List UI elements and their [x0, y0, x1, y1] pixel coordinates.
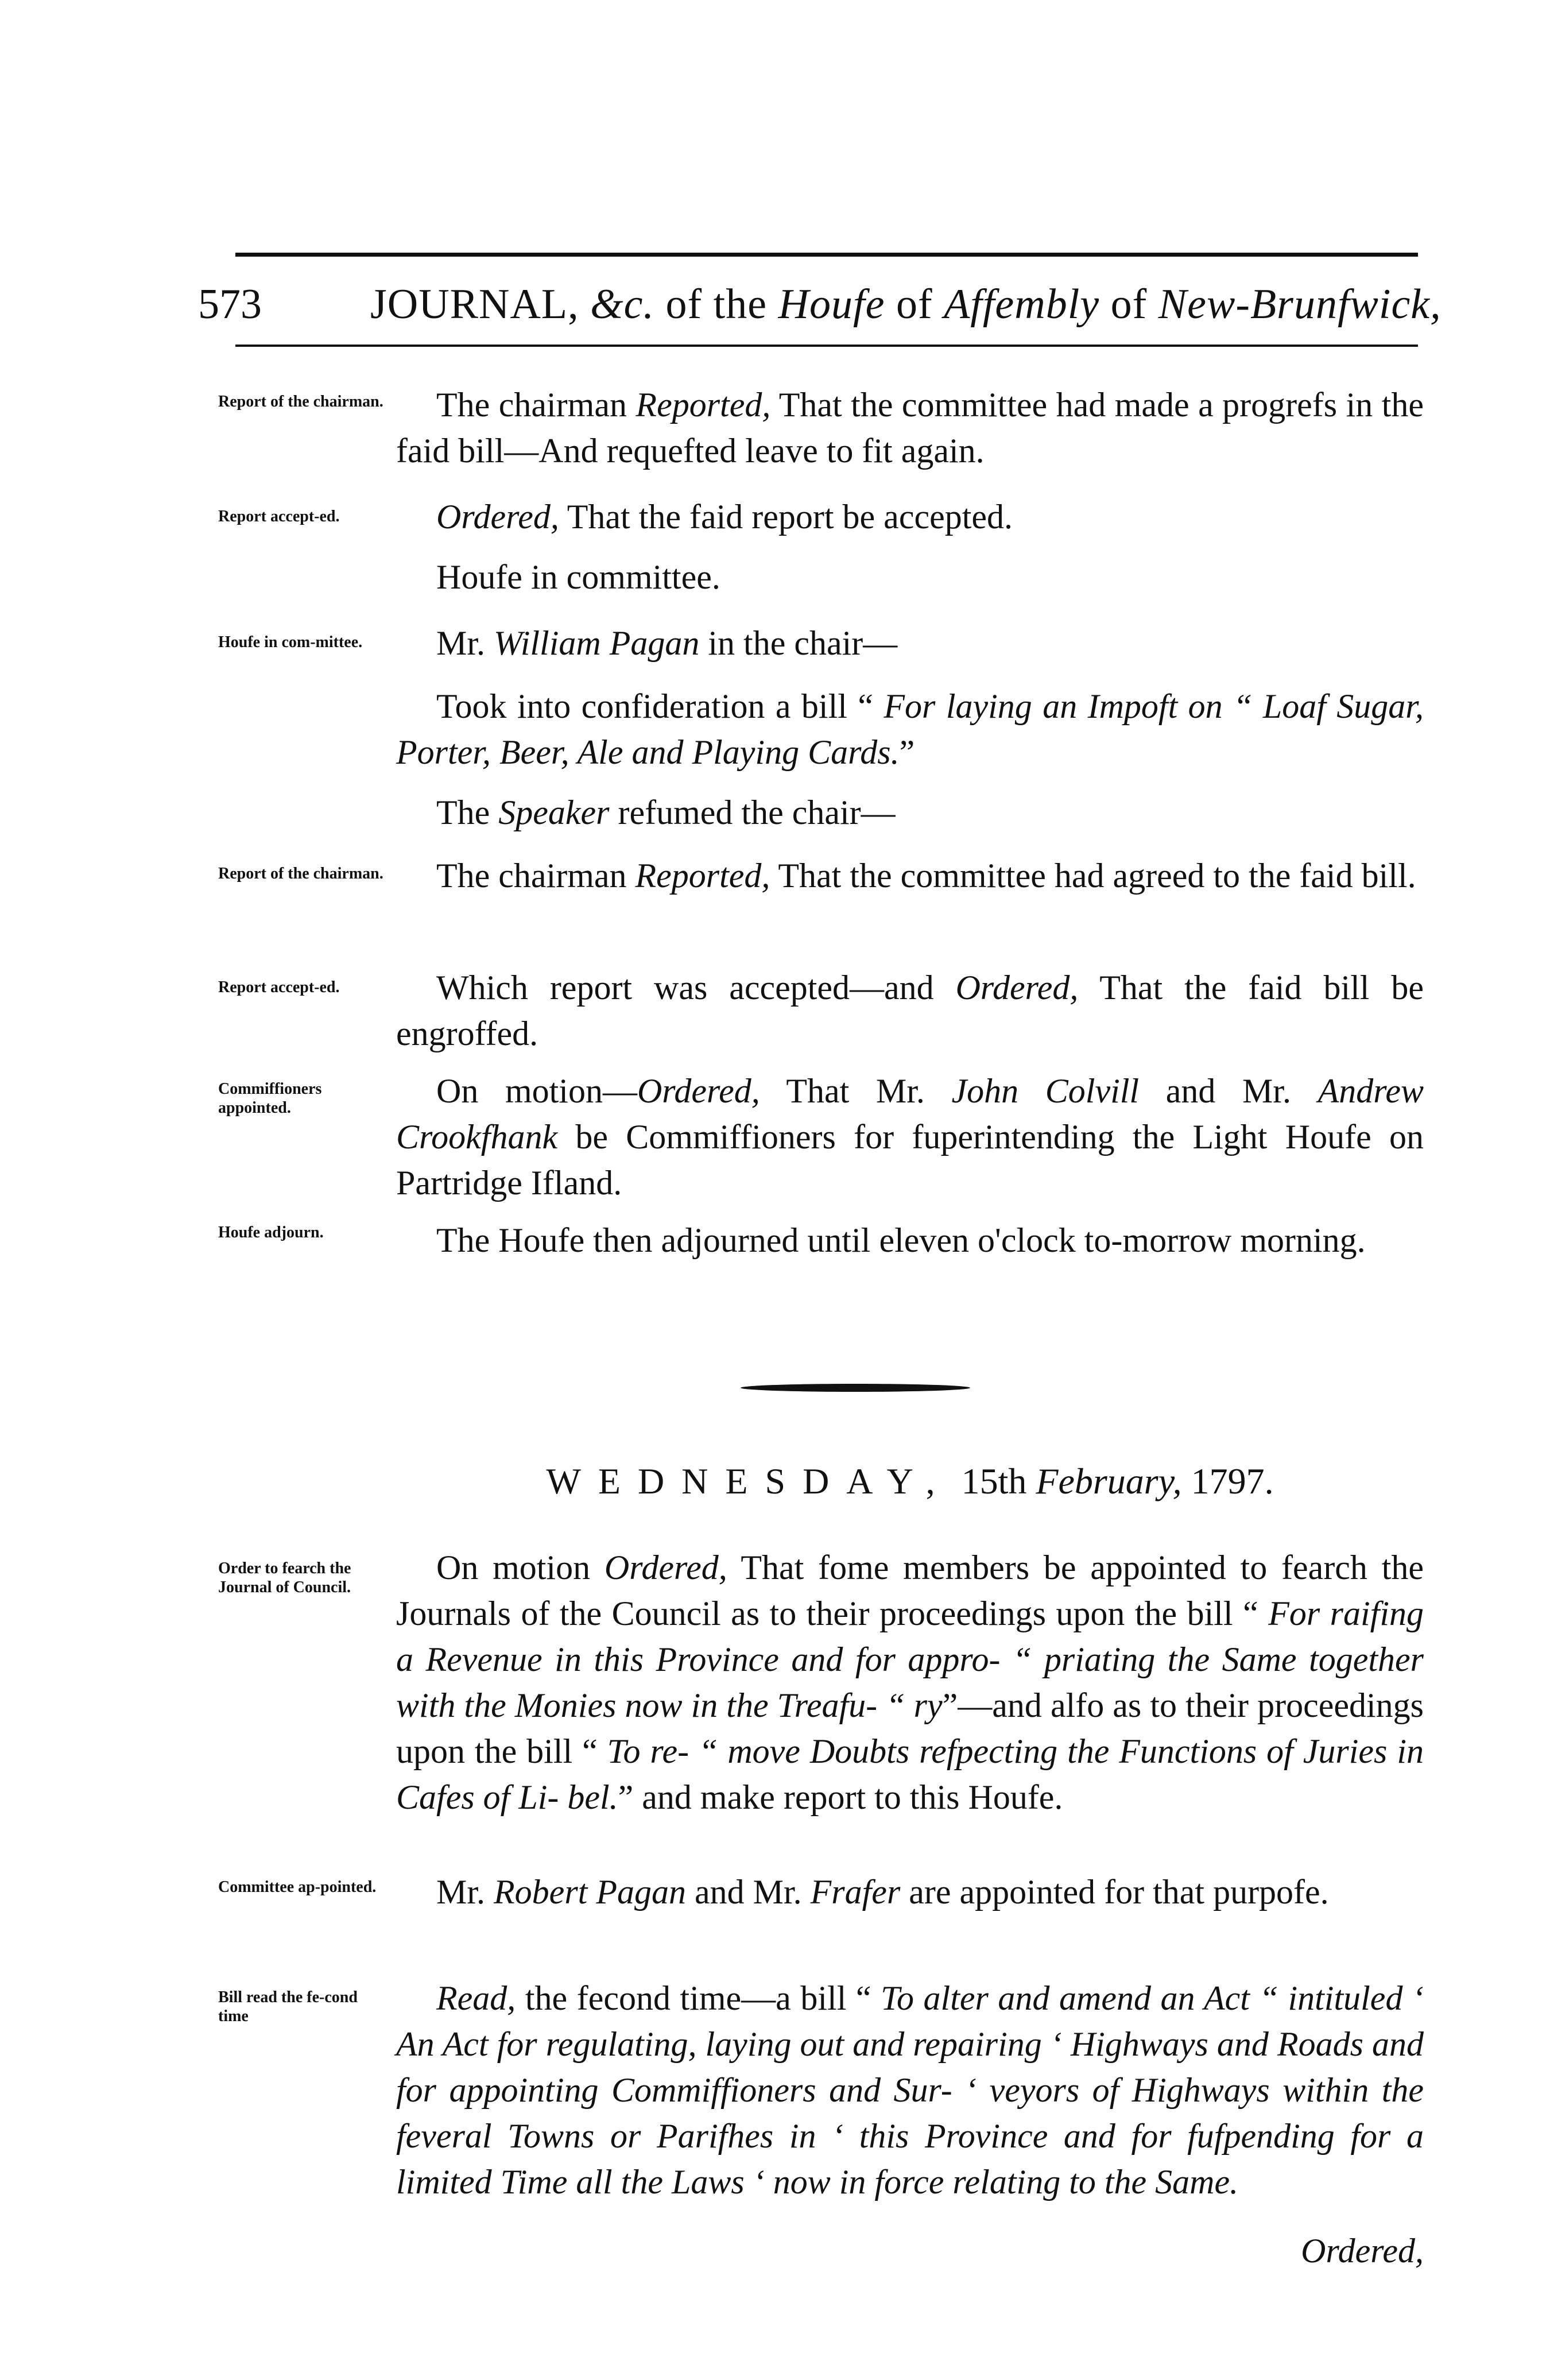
paragraph: The Houfe then adjourned until eleven o'clock to-morrow morning.: [436, 1221, 1366, 1259]
margin-note: Bill read the fe-cond time: [218, 1988, 358, 2025]
margin-note: Committee ap-pointed.: [218, 1878, 377, 1896]
header-top-rule: [235, 253, 1418, 257]
margin-note: Order to fearch the Journal of Council.: [218, 1559, 351, 1596]
margin-note: Report of the chairman.: [218, 865, 383, 883]
paragraph: On motion—Ordered, That Mr. John Colvill and Mr. Andrew Crookfhank be Commiffioners for fuperintending the Light Houfe on Partridge Ifland.: [396, 1072, 1424, 1202]
paragraph: Which report was accepted—and Ordered, That the faid bill be engroffed.: [396, 969, 1424, 1052]
catchword: Ordered,: [1301, 2232, 1424, 2270]
margin-note: Report accept-ed.: [218, 508, 340, 525]
paragraph: Read, the fecond time—a bill “ To alter and amend an Act “ intituled ‘ An Act for regulating, laying out and repairing ‘ Highways and Roads and for appointing Commiffioners and Sur- ‘ veyors of Highways within the feveral Towns or Parifhes in ‘ this Province and for fufpending for a limited Time all the Laws ‘ now in force relating to the Same.: [396, 1979, 1424, 2201]
paragraph: Took into confideration a bill “ For laying an Impoft on “ Loaf Sugar, Porter, Beer, Ale and Playing Cards.”: [396, 687, 1424, 771]
paragraph: Ordered, That the faid report be accepted.: [436, 498, 1013, 536]
margin-note: Report of the chairman.: [218, 393, 383, 411]
paragraph: The chairman Reported, That the committee had agreed to the faid bill.: [436, 857, 1416, 895]
paragraph: Houfe in committee.: [436, 558, 720, 596]
running-header: [198, 276, 1442, 333]
margin-note: Houfe adjourn.: [218, 1224, 324, 1241]
page-number: 573: [198, 281, 262, 328]
paragraph: The chairman Reported, That the committee had made a progrefs in the faid bill—And requefted leave to fit again.: [396, 386, 1424, 470]
paragraph: Mr. William Pagan in the chair—: [436, 624, 898, 662]
day-heading: WEDNESDAY, 15th February, 1797.: [546, 1461, 1274, 1501]
margin-note: Report accept-ed.: [218, 978, 340, 996]
margin-note: Commiffioners appointed.: [218, 1080, 322, 1117]
paragraph: The Speaker refumed the chair—: [436, 794, 896, 831]
paragraph: On motion Ordered, That fome members be appointed to fearch the Journals of the Council as to their proceedings upon the bill “ For raifing a Revenue in this Province and for appro- “ priating the Same together with the Monies now in the Treafu- “ ry”—and alfo as to their proceedings upon the bill “ To re- “ move Doubts refpecting the Functions of Juries in Cafes of Li- bel.” and make report to this Houfe.: [396, 1549, 1424, 1816]
section-divider: [741, 1384, 970, 1392]
header-bottom-rule: [235, 345, 1418, 347]
margin-note: Houfe in com-mittee.: [218, 633, 363, 651]
paragraph: Mr. Robert Pagan and Mr. Frafer are appointed for that purpofe.: [436, 1873, 1329, 1911]
running-title: JOURNAL, &c. of the Houfe of Affembly of New-Brunfwick,: [370, 281, 1442, 328]
